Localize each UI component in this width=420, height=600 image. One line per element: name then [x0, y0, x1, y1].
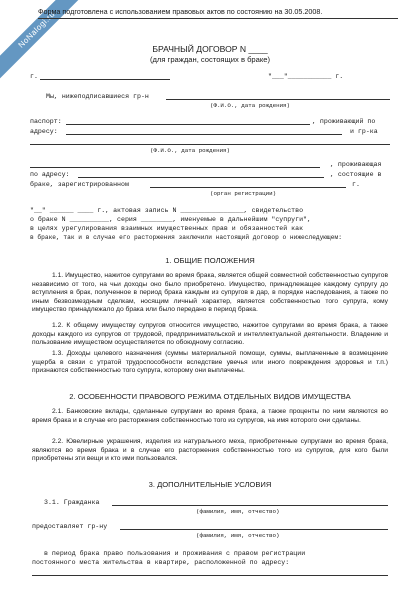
and-wife-label: и гр-ка: [350, 128, 378, 135]
living-label: , проживающий по: [312, 118, 376, 125]
paragraph-1-1: 1.1. Имущество, нажитое супругами во время брака, является общей совместной собственностью супругов независимо от того, на чьи доходы оно было приобретено. Имущество, принадлежащее каждому супругу до вступления в брак, полученное в период брака каждым из супругов в дар, в порядке наследования, а также по иным безвозмездным сделкам, носящим личный характер, является собственностью того супруга, кому имущество принадлежало до брака или было передано в период брака.: [32, 272, 388, 314]
section-3-title: 3. ДОПОЛНИТЕЛЬНЫЕ УСЛОВИЯ: [148, 480, 272, 489]
fio-date-caption: (Ф.И.О., дата рождения): [210, 102, 291, 109]
registration-caption: (орган регистрации): [210, 190, 277, 197]
passport-label: паспорт:: [30, 118, 62, 125]
paragraph-1-3: 1.3. Доходы целевого назначения (суммы материальной помощи, суммы, выплаченные в возмещение ущерба в связи с утратой трудоспособности вследствие увечья или иного повреждения здоровья и т.п.) признаются собственностью того супруга, которому они выплачены.: [32, 350, 388, 375]
address2-rule: [78, 177, 324, 178]
s3-caption-2: (фамилия, имя, отчество): [196, 532, 280, 539]
section-2-title: 2. ОСОБЕННОСТИ ПРАВОВОГО РЕЖИМА ОТДЕЛЬНЫХ ВИДОВ ИМУЩЕСТВА: [69, 392, 351, 401]
fio-date-caption-2: (Ф.И.О., дата рождения): [150, 147, 231, 154]
paragraph-2-1: 2.1. Банковские вклады, сделанные супругами во время брака, а также проценты по ним являются во время брака и в случае его расторжения собственностью того из супругов, на имя которого они сделаны.: [32, 408, 388, 424]
date-label: "___"___________ г.: [268, 73, 344, 80]
year-label: г.: [352, 181, 360, 188]
registered-rule: [150, 187, 346, 188]
act-line-1: "__" ______ ____ г., актовая запись N ________________, свидетельство: [30, 207, 304, 214]
paragraph-1-2: 1.2. К общему имуществу супругов относится имущество, нажитое супругами во время брака, а также доходы каждого из супругов от трудовой, предпринимательской и интеллектуальной деятельности. Владение и пользование имуществом осуществляется по обоюдному согласию.: [32, 322, 388, 347]
s3-rule-3: [32, 575, 388, 576]
s3-rule-2: [120, 529, 388, 530]
wife-name-rule: [30, 144, 390, 145]
s3-line-2: предоставляет гр-ну: [32, 523, 108, 530]
passport-rule: [66, 124, 310, 125]
act-line-4: в браке, так и в случае его расторжения заключили настоящий договор о нижеследующем:: [30, 234, 342, 241]
document-title: БРАЧНЫЙ ДОГОВОР N ____: [152, 44, 268, 54]
we-label: Мы, нижеподписавшиеся гр-н: [46, 93, 149, 100]
s3-line-1: 3.1. Гражданка: [44, 499, 100, 506]
registered-label: браке, зарегистрированном: [30, 181, 129, 188]
address-rule: [66, 134, 342, 135]
address2-label: по адресу:: [30, 171, 70, 178]
s3-rule-1: [112, 505, 388, 506]
header-note: Форма подготовлена с использованием правовых актов по состоянию на 30.05.2008.: [38, 6, 398, 19]
wife-passport-rule: [30, 167, 320, 168]
husband-name-rule: [166, 99, 390, 100]
paragraph-2-2: 2.2. Ювелирные украшения, изделия из натурального меха, приобретенные супругами во время брака, являются во время брака и в случае его расторжения собственностью того из супругов, для кого были приобретены эти вещи и кто ими пользовался.: [32, 438, 388, 463]
marriage-state-label: , состоящие в: [330, 171, 382, 178]
watermark-ribbon: NoNalogi.ru: [0, 0, 89, 82]
place-rule: [40, 79, 170, 80]
act-line-2: о браке N __________, серия ________, именуемые в дальнейшим "супруги",: [30, 216, 311, 223]
s3-line-3: в период брака право пользования и проживания с правом регистрации: [44, 550, 306, 557]
address-label: адресу:: [30, 128, 58, 135]
document-subtitle: (для граждан, состоящих в браке): [149, 55, 271, 64]
section-1-title: 1. ОБЩИЕ ПОЛОЖЕНИЯ: [165, 256, 255, 265]
s3-line-4: постоянного места жительства в квартире, расположенной по адресу:: [32, 559, 290, 566]
place-label: г.: [30, 73, 38, 80]
living2-label: , проживающая: [330, 161, 382, 168]
act-line-3: в целях урегулирования взаимных имущественных прав и обязанностей как: [30, 225, 304, 232]
s3-caption-1: (фамилия, имя, отчество): [196, 508, 280, 515]
